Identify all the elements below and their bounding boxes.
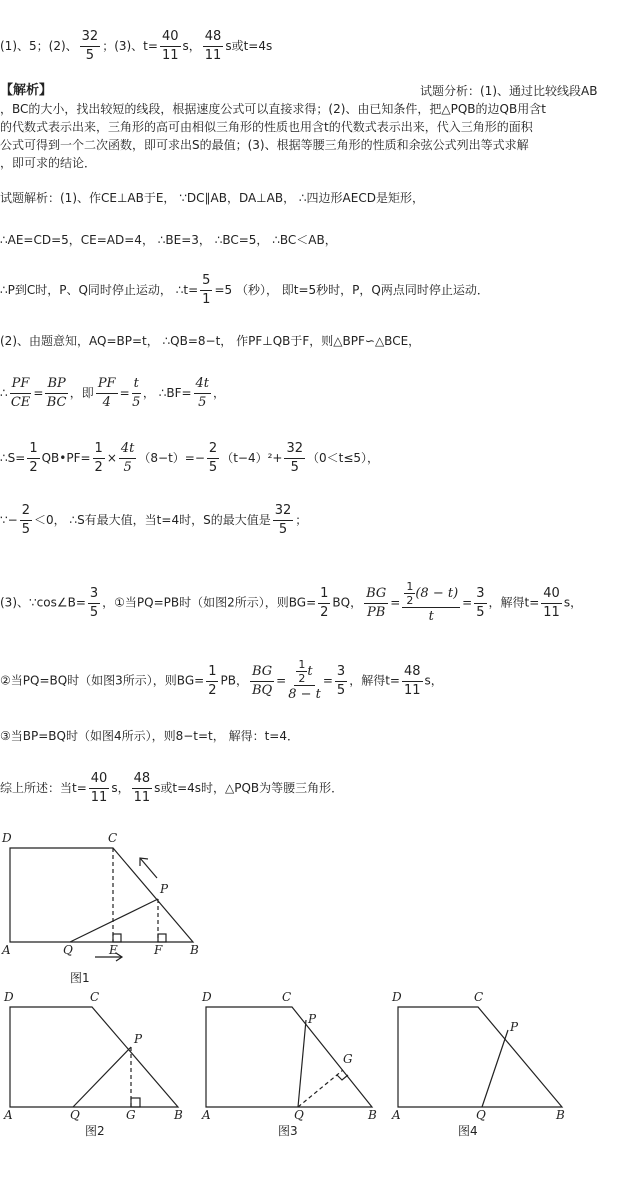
fraction: $\frac{1}{2}$ — [208, 663, 217, 698]
fraction: $\frac{BG}{BQ}$ — [251, 663, 273, 698]
solution-line-1: 试题解析：(1)、作CE⊥AB于E， ∵DC∥AB，DA⊥AB， ∴四边形AECD是矩形， — [0, 191, 424, 205]
fig3-label-C: C — [282, 990, 292, 1004]
fig1-label-P: P — [160, 882, 169, 896]
fig4-label-P: P — [510, 1020, 519, 1034]
fig1-label-D: D — [2, 831, 12, 845]
fraction: $\frac{3}{5}$ — [89, 585, 99, 620]
solution-line-5: ∴ $\frac{PF}{CE}$ = $\frac{BP}{BC}$ ，即 $\frac{PF}{4}$ = $\frac{t}{5}$ ， ∴BF= $\frac{4t}{5}$ ， — [0, 376, 226, 410]
fraction: $\frac{40}{11}$ — [161, 29, 179, 63]
fig2-label-G: G — [126, 1108, 136, 1122]
fraction: $\frac{3}{5}$ — [336, 663, 346, 698]
fig4-label-D: D — [392, 990, 402, 1004]
fig3-label-D: D — [202, 990, 212, 1004]
fig1-label-F: F — [154, 943, 163, 957]
fraction: $\frac{48}{11}$ — [403, 663, 421, 698]
fraction: $\frac{32}{5}$ — [274, 503, 292, 537]
fig4-label-A: A — [392, 1108, 401, 1122]
solution-line-3: ∴P到C时，P、Q同时停止运动， ∴t= $\frac{5}{1}$ =5 （秒）， 即t=5秒时，P，Q两点同时停止运动． — [0, 273, 489, 307]
analysis-line: ，BC的大小，找出较短的线段，根据速度公式可以直接求得；(2)、由已知条件，把△PQB的边QB用含t — [0, 102, 546, 116]
fraction: $\frac{40}{11}$ — [543, 585, 560, 620]
solution-line-4: (2)、由题意知，AQ=BP=t， ∴QB=8−t， 作PF⊥QB于F，则△BPF∽△BCE， — [0, 334, 421, 348]
fig1-label-C: C — [108, 831, 118, 845]
fraction: $\frac{2}{5}$ — [21, 503, 30, 537]
fig2-label-Q: Q — [70, 1108, 80, 1122]
analysis-heading: 【解析】 — [0, 83, 53, 98]
fraction: $\frac{48}{11}$ — [204, 29, 222, 63]
figure-2 — [0, 985, 200, 1145]
analysis-intro: 试题分析：(1)、通过比较线段AB — [420, 84, 598, 98]
answer-line — [0, 28, 272, 65]
fig2-label-D: D — [4, 990, 14, 1004]
solution-line-6: ∴S= $\frac{1}{2}$ QB•PF= $\frac{1}{2}$ × $\frac{4t}{5}$ （8−t）=− $\frac{2}{5}$ （t−4）²+ $\frac{32}{5}$ （0＜t≤5）， — [0, 441, 380, 475]
fraction: $\frac{BG}{PB}$ — [366, 585, 387, 620]
fig3-label-B: B — [368, 1108, 377, 1122]
fig3-caption: 图3 — [278, 1124, 298, 1138]
fig3-label-Q: Q — [294, 1108, 304, 1122]
answer-text: ；(3)、t= — [102, 39, 158, 53]
fig3-label-G: G — [343, 1052, 353, 1066]
fig4-label-Q: Q — [476, 1108, 486, 1122]
solution-line-11: 综上所述：当t= $\frac{40}{11}$ s， $\frac{48}{11}$ s或t=4s时，△PQB为等腰三角形． — [0, 771, 344, 805]
solution-line-7: ∵− $\frac{2}{5}$ ＜0， ∴S有最大值，当t=4时，S的最大值是 $\frac{32}{5}$ ； — [0, 503, 308, 537]
fig4-caption: 图4 — [458, 1124, 478, 1138]
analysis-line: 公式可得到一个二次函数，即可求出S的最值；(3)、根据等腰三角形的性质和余弦公式列出等式求解 — [0, 138, 529, 152]
fraction: $\frac{5}{1}$ — [202, 273, 211, 307]
figure-4 — [390, 985, 590, 1145]
fig2-caption: 图2 — [85, 1124, 105, 1138]
fig1-label-E: E — [109, 943, 118, 957]
answer-text: (1)、5；(2)、 — [0, 39, 78, 53]
complex-fraction: $\frac{1}{2}$ (8 − t) t — [402, 580, 460, 626]
solution-line-9: ②当PQ=BQ时（如图3所示），则BG= $\frac{1}{2}$ PB， $\frac{BG}{BQ}$ = $\frac{1}{2}$ t 8 − t = $\frac{3}{5}$ ，解得t= $\frac{48}{11}$ s， — [0, 658, 443, 702]
figure-1 — [0, 820, 230, 990]
fraction: $\frac{1}{2}$ — [320, 585, 329, 620]
solution-line-2: ∴AE=CD=5，CE=AD=4， ∴BE=3， ∴BC=5， ∴BC＜AB， — [0, 233, 337, 247]
fraction: $\frac{4t}{5}$ — [120, 441, 135, 475]
fraction: $\frac{PF}{CE}$ — [10, 376, 31, 410]
fraction: $\frac{PF}{4}$ — [97, 376, 116, 410]
fig2-label-B: B — [174, 1108, 183, 1122]
fraction: $\frac{4t}{5}$ — [195, 376, 210, 410]
fig3-label-A: A — [202, 1108, 211, 1122]
answer-text: s或t=4s — [225, 39, 273, 53]
fig2-label-C: C — [90, 990, 100, 1004]
analysis-line: 的代数式表示出来，三角形的高可由相似三角形的性质也用含t的代数式表示出来，代入三角形的面积 — [0, 120, 533, 134]
solution-line-10: ③当BP=BQ时（如图4所示），则8−t=t， 解得：t=4． — [0, 729, 299, 743]
analysis-line: ，即可求的结论． — [0, 156, 97, 170]
fig2-label-A: A — [4, 1108, 13, 1122]
fig4-label-B: B — [556, 1108, 565, 1122]
fraction: $\frac{40}{11}$ — [90, 771, 108, 805]
fraction: $\frac{3}{5}$ — [476, 585, 485, 620]
solution-line-8: (3)、∵cos∠B= $\frac{3}{5}$ ，①当PQ=PB时（如图2所示），则BG= $\frac{1}{2}$ BQ， $\frac{BG}{PB}$ = $\frac{1}{2}$ (8 − t) t = $\frac{3}{5}$ ，解得t= $\frac{40}{11}$ s， — [0, 580, 583, 624]
fig1-caption: 图1 — [70, 971, 90, 985]
fig2-label-P: P — [134, 1032, 143, 1046]
fig1-label-B: B — [190, 943, 199, 957]
fraction: $\frac{1}{2}$ — [29, 441, 38, 475]
fraction: $\frac{2}{5}$ — [208, 441, 218, 475]
complex-fraction: $\frac{1}{2}$ t 8 − t — [288, 658, 321, 702]
fraction: $\frac{t}{5}$ — [132, 376, 141, 410]
figure-3 — [200, 985, 390, 1145]
fig4-label-C: C — [474, 990, 484, 1004]
fig1-label-Q: Q — [63, 943, 73, 957]
fraction: $\frac{32}{5}$ — [81, 29, 99, 63]
fraction: $\frac{1}{2}$ — [94, 441, 103, 475]
fig3-label-P: P — [308, 1012, 317, 1026]
fraction: $\frac{32}{5}$ — [286, 441, 303, 475]
answer-text: s， — [182, 39, 201, 53]
fraction: $\frac{BP}{BC}$ — [46, 376, 67, 410]
fig1-label-A: A — [2, 943, 11, 957]
fraction: $\frac{48}{11}$ — [133, 771, 151, 805]
